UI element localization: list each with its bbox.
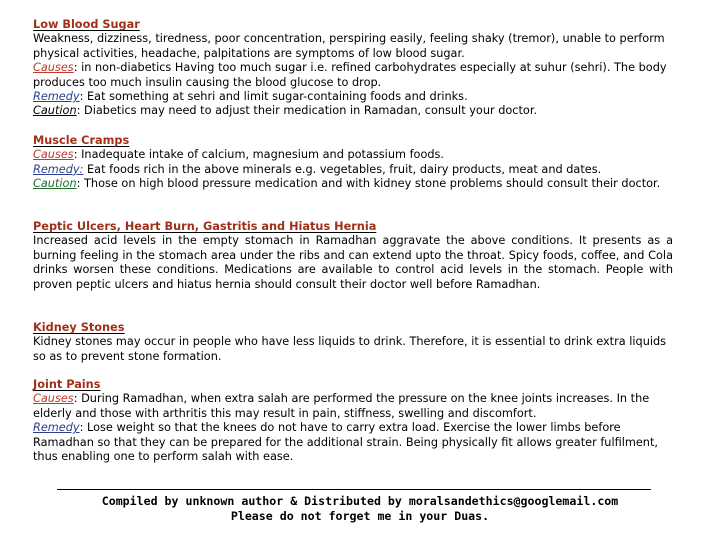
joint-pains-heading: Joint Pains [33,378,101,391]
muscle-cramps-section [33,134,673,192]
remedy-text: Eat foods rich in the above minerals e.g. vegetables, fruit, dairy products, meat and dates. [83,162,602,176]
kidney-stones-heading: Kidney Stones [33,321,125,334]
footer-credit: Compiled by unknown author & Distributed by moralsandethics@googlemail.com [101,494,619,508]
joint-pains-causes [33,392,673,421]
caution-text: : Those on high blood pressure medication and with kidney stone problems should consult their doctor. [76,177,661,191]
kidney-stones-body: Kidney stones may occur in people who have less liquids to drink. Therefore, it is essential to drink extra liquids so as to prevent stone formation. [33,335,667,363]
muscle-cramps-remedy [33,163,673,177]
peptic-ulcers-section [33,220,673,292]
causes-label: Causes [33,392,74,406]
peptic-ulcers-body: Increased acid levels in the empty stomach in Ramadhan aggravate the above conditions. It presents as a burning feeling in the stomach area under the ribs and can extend upto the throat. Spicy foods, coffee, and Cola drinks worsen these conditions. Medications are available to control acid levels in the stomach. People with proven peptic ulcers and hiatus hernia should consult their doctor well before Ramadhan. [33,234,673,291]
low-blood-sugar-symptoms: Weakness, dizziness, tiredness, poor concentration, perspiring easily, feeling shaky (tremor), unable to perform physical activities, headache, palpitations are symptoms of low blood sugar. [33,32,665,60]
footer-request: Please do not forget me in your Duas. [230,509,490,523]
causes-label: Causes [33,61,74,75]
low-blood-sugar-section [33,18,673,119]
remedy-text: : Lose weight so that the knees do not have to carry extra load. Exercise the lower limbs before Ramadhan so that they can be prepared for the additional strain. Being physically fit allows greater fulfilment, thus enabling one to perform salah with ease. [33,421,658,464]
low-blood-sugar-remedy [33,90,673,104]
joint-pains-remedy [33,421,673,464]
low-blood-sugar-caution [33,104,673,118]
causes-text: : in non-diabetics Having too much sugar i.e. refined carbohydrates especially at suhur (sehri). The body produces too much insulin causing the blood glucose to drop. [33,61,667,89]
footer-divider [57,489,651,490]
low-blood-sugar-heading: Low Blood Sugar [33,18,140,31]
remedy-label: Remedy: [33,162,84,176]
caution-text: : Diabetics may need to adjust their medication in Ramadan, consult your doctor. [76,104,538,118]
remedy-label: Remedy [33,90,80,104]
muscle-cramps-heading: Muscle Cramps [33,134,130,147]
causes-text: : During Ramadhan, when extra salah are performed the pressure on the knee joints increases. In the elderly and those with arthritis this may result in pain, stiffness, swelling and discomfort. [33,392,650,420]
remedy-text: : Eat something at sehri and limit sugar-containing foods and drinks. [79,90,468,104]
causes-label: Causes [33,148,74,162]
peptic-ulcers-heading: Peptic Ulcers, Heart Burn, Gastritis and Hiatus Hernia [33,220,377,233]
causes-text: : Inadequate intake of calcium, magnesium and potassium foods. [73,148,445,162]
caution-label: Caution [33,177,77,191]
footer [0,494,720,524]
remedy-label: Remedy [33,421,80,435]
kidney-stones-section [33,321,673,364]
joint-pains-section [33,378,673,464]
muscle-cramps-caution [33,177,673,191]
low-blood-sugar-causes [33,61,673,90]
caution-label: Caution [33,104,77,118]
muscle-cramps-causes [33,148,673,162]
